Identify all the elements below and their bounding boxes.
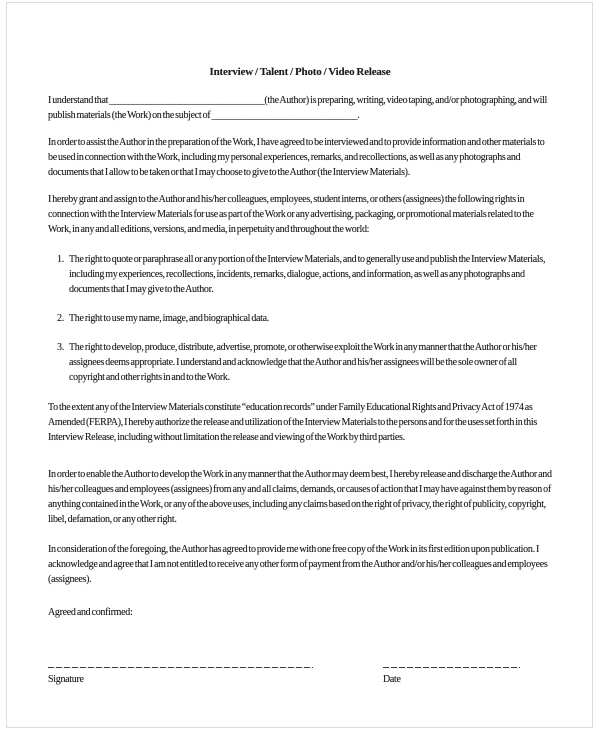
date-line	[383, 667, 520, 668]
agreed-and-confirmed-label: Agreed and confirmed:	[48, 607, 133, 618]
signature-block	[48, 667, 313, 687]
list-item-number: 1.	[57, 254, 64, 265]
signature-section	[48, 667, 552, 687]
paragraph-consideration: In consideration of the foregoing, the Author has agreed to provide me with one free copy of the Work in its first edition upon publication. I acknowledge and agree that I am not entitled to receive any other form of payment from the Author and/or his/her colleagues and employees (assignees).	[48, 544, 548, 585]
list-item-name-image-rights	[57, 311, 552, 326]
date-label: Date	[383, 674, 401, 685]
paragraph-release: In order to enable the Author to develop the Work in any manner that the Author may deem best, I hereby release and discharge the Author and his/her colleagues and employees (assignees) from any and all claims, demands, or causes of action that I may have against them by reason of anything contained in the Work, or any of the above uses, including any claims based on the right of privacy, the right of publicity, copyright, libel, defamation, or any other right.	[48, 469, 552, 525]
paragraph-ferpa: To the extent any of the Interview Materials constitute “education records” under Family Educational Rights and Privacy Act of 1974 as Amended (FERPA), I hereby authorize the release and utilization of the Interview Materials to the persons and for the uses set forth in this Interview Release, including without limitation the release and viewing of the Work by third parties.	[48, 402, 537, 443]
date-block	[383, 667, 520, 687]
document-title: Interview / Talent / Photo / Video Release	[209, 66, 391, 78]
list-item-number: 3.	[57, 342, 64, 353]
signature-line	[48, 667, 313, 668]
list-item-develop-rights	[57, 340, 552, 385]
paragraph-grant-rights: I hereby grant and assign to the Author and his/her colleagues, employees, student interns, or others (assignees) the following rights in connection with the Interview Materials for use as part of the Work or any advertising, packaging, or promotional materials related to the Work, in any and all editions, versions, and media, in perpetuity and throughout the world:	[48, 194, 534, 235]
list-item-text: The right to quote or paraphrase all or any portion of the Interview Materials, and to generally use and publish the Interview Materials, including my experiences, recollections, incidents, remarks, dialogue, actions, and information, as well as any photographs and documents that I may give to the Author.	[69, 254, 546, 295]
list-item-text: The right to develop, produce, distribute, advertise, promote, or otherwise exploit the Work in any manner that the Author or his/her assignees deems appropriate. I understand and acknowledge that the Author and his/her assignees will be the sole owner of all copyright and other rights in and to the Work.	[69, 342, 537, 383]
list-item-number: 2.	[57, 313, 64, 324]
rights-list	[48, 252, 552, 385]
document-page	[6, 2, 593, 728]
list-item-text: The right to use my name, image, and biographical data.	[69, 313, 269, 324]
list-item-quote-rights	[57, 252, 552, 297]
paragraph-intro: I understand that _________________________________(the Author) is preparing, writing, video taping, and/or photographing, and will publish materials (the Work) on the subject of _______________________________.	[48, 95, 548, 121]
paragraph-assist: In order to assist the Author in the preparation of the Work, I have agreed to be interviewed and to provide information and other materials to be used in connection with the Work, including my personal experiences, remarks, and recollections, as well as any photographs and documents that I allow to be taken or that I may choose to give to the Author (the Interview Materials).	[48, 137, 545, 178]
signature-label: Signature	[48, 674, 84, 685]
